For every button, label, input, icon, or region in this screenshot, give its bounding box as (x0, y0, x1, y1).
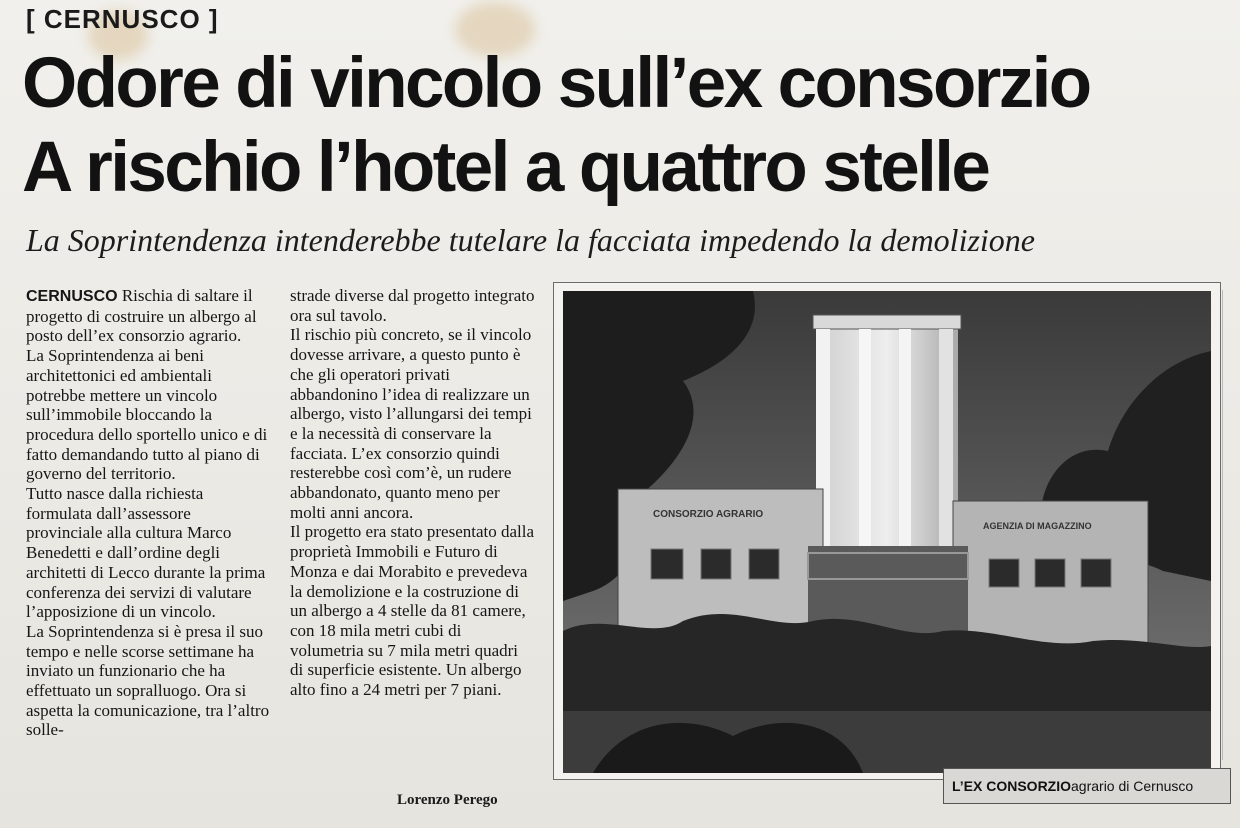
column-rule (1222, 290, 1223, 760)
caption-text: agrario di Cernusco (1071, 778, 1194, 794)
caption-bold: L’EX CONSORZIO (952, 778, 1072, 794)
paragraph: Tutto nasce dalla richiesta formulata dall’assessore provinciale alla cultura Marco Benedetti e dall’ordine degli architetti di Lecco durante la prima conferenza dei servizi di valutare l’apposizione di un vincolo. (26, 484, 266, 622)
window (989, 559, 1019, 587)
lead-word: CERNUSCO (26, 288, 118, 305)
byline: Lorenzo Perego (397, 792, 498, 808)
paragraph: strade diverse dal progetto integrato ora sul tavolo. (290, 286, 535, 325)
photo-caption (943, 768, 1231, 804)
tower-cap (813, 315, 961, 329)
tower-pillar (939, 329, 953, 551)
window (701, 549, 731, 579)
article-column-2 (290, 286, 535, 700)
paragraph-text: Rischia di saltare il progetto di costruire un albergo al posto dell’ex consorzio agrario. (26, 286, 257, 346)
tower-pillar (899, 329, 911, 551)
paragraph: La Soprintendenza si è presa il suo tempo e nelle scorse settimane ha inviato un funzionario che ha effettuato un sopralluogo. Ora si aspetta la comunicazione, tra l’altro solle- (26, 621, 270, 740)
sign-left: CONSORZIO AGRARIO (653, 509, 764, 520)
headline-line-1: Odore di vincolo sull’ex consorzio (22, 44, 1090, 123)
headline (22, 42, 1222, 210)
subheadline: La Soprintendenza intenderebbe tutelare la facciata impedendo la demolizione (26, 222, 1035, 258)
sign-right: AGENZIA DI MAGAZZINO (983, 521, 1092, 531)
window (651, 549, 683, 579)
window (1035, 559, 1065, 587)
tower-body (816, 321, 958, 551)
section-kicker: [ CERNUSCO ] (26, 4, 219, 34)
window (749, 549, 779, 579)
tower-pillar (859, 329, 871, 551)
paragraph: La Soprintendenza ai beni architettonici ed ambientali potrebbe mettere un vincolo sull’immobile bloccando la procedura dello sportello unico e di fatto demandando tutto al piano di governo del territorio. (26, 346, 268, 484)
headline-line-2: A rischio l’hotel a quattro stelle (22, 128, 989, 207)
paragraph: Il rischio più concreto, se il vincolo dovesse arrivare, a questo punto è che gli operatori privati abbandonino l’idea di realizzare un albergo, visto l’allungarsi dei tempi e la necessità di conservare la facciata. L’ex consorzio quindi resterebbe così com’è, un rudere abbandonato, quanto meno per molti anni ancora. (290, 325, 532, 522)
building-photo (563, 291, 1211, 773)
article-column-1 (26, 286, 270, 740)
paragraph (26, 286, 270, 346)
window (1081, 559, 1111, 587)
paragraph: Il progetto era stato presentato dalla proprietà Immobili e Futuro di Monza e dai Morabito e prevedeva la demolizione e la costruzione di un albergo a 4 stelle da 81 camere, con 18 mila metri cubi di volumetria su 7 mila metri quadri di superficie esistente. Un albergo alto fino a 24 metri per 7 piani. (290, 522, 535, 700)
